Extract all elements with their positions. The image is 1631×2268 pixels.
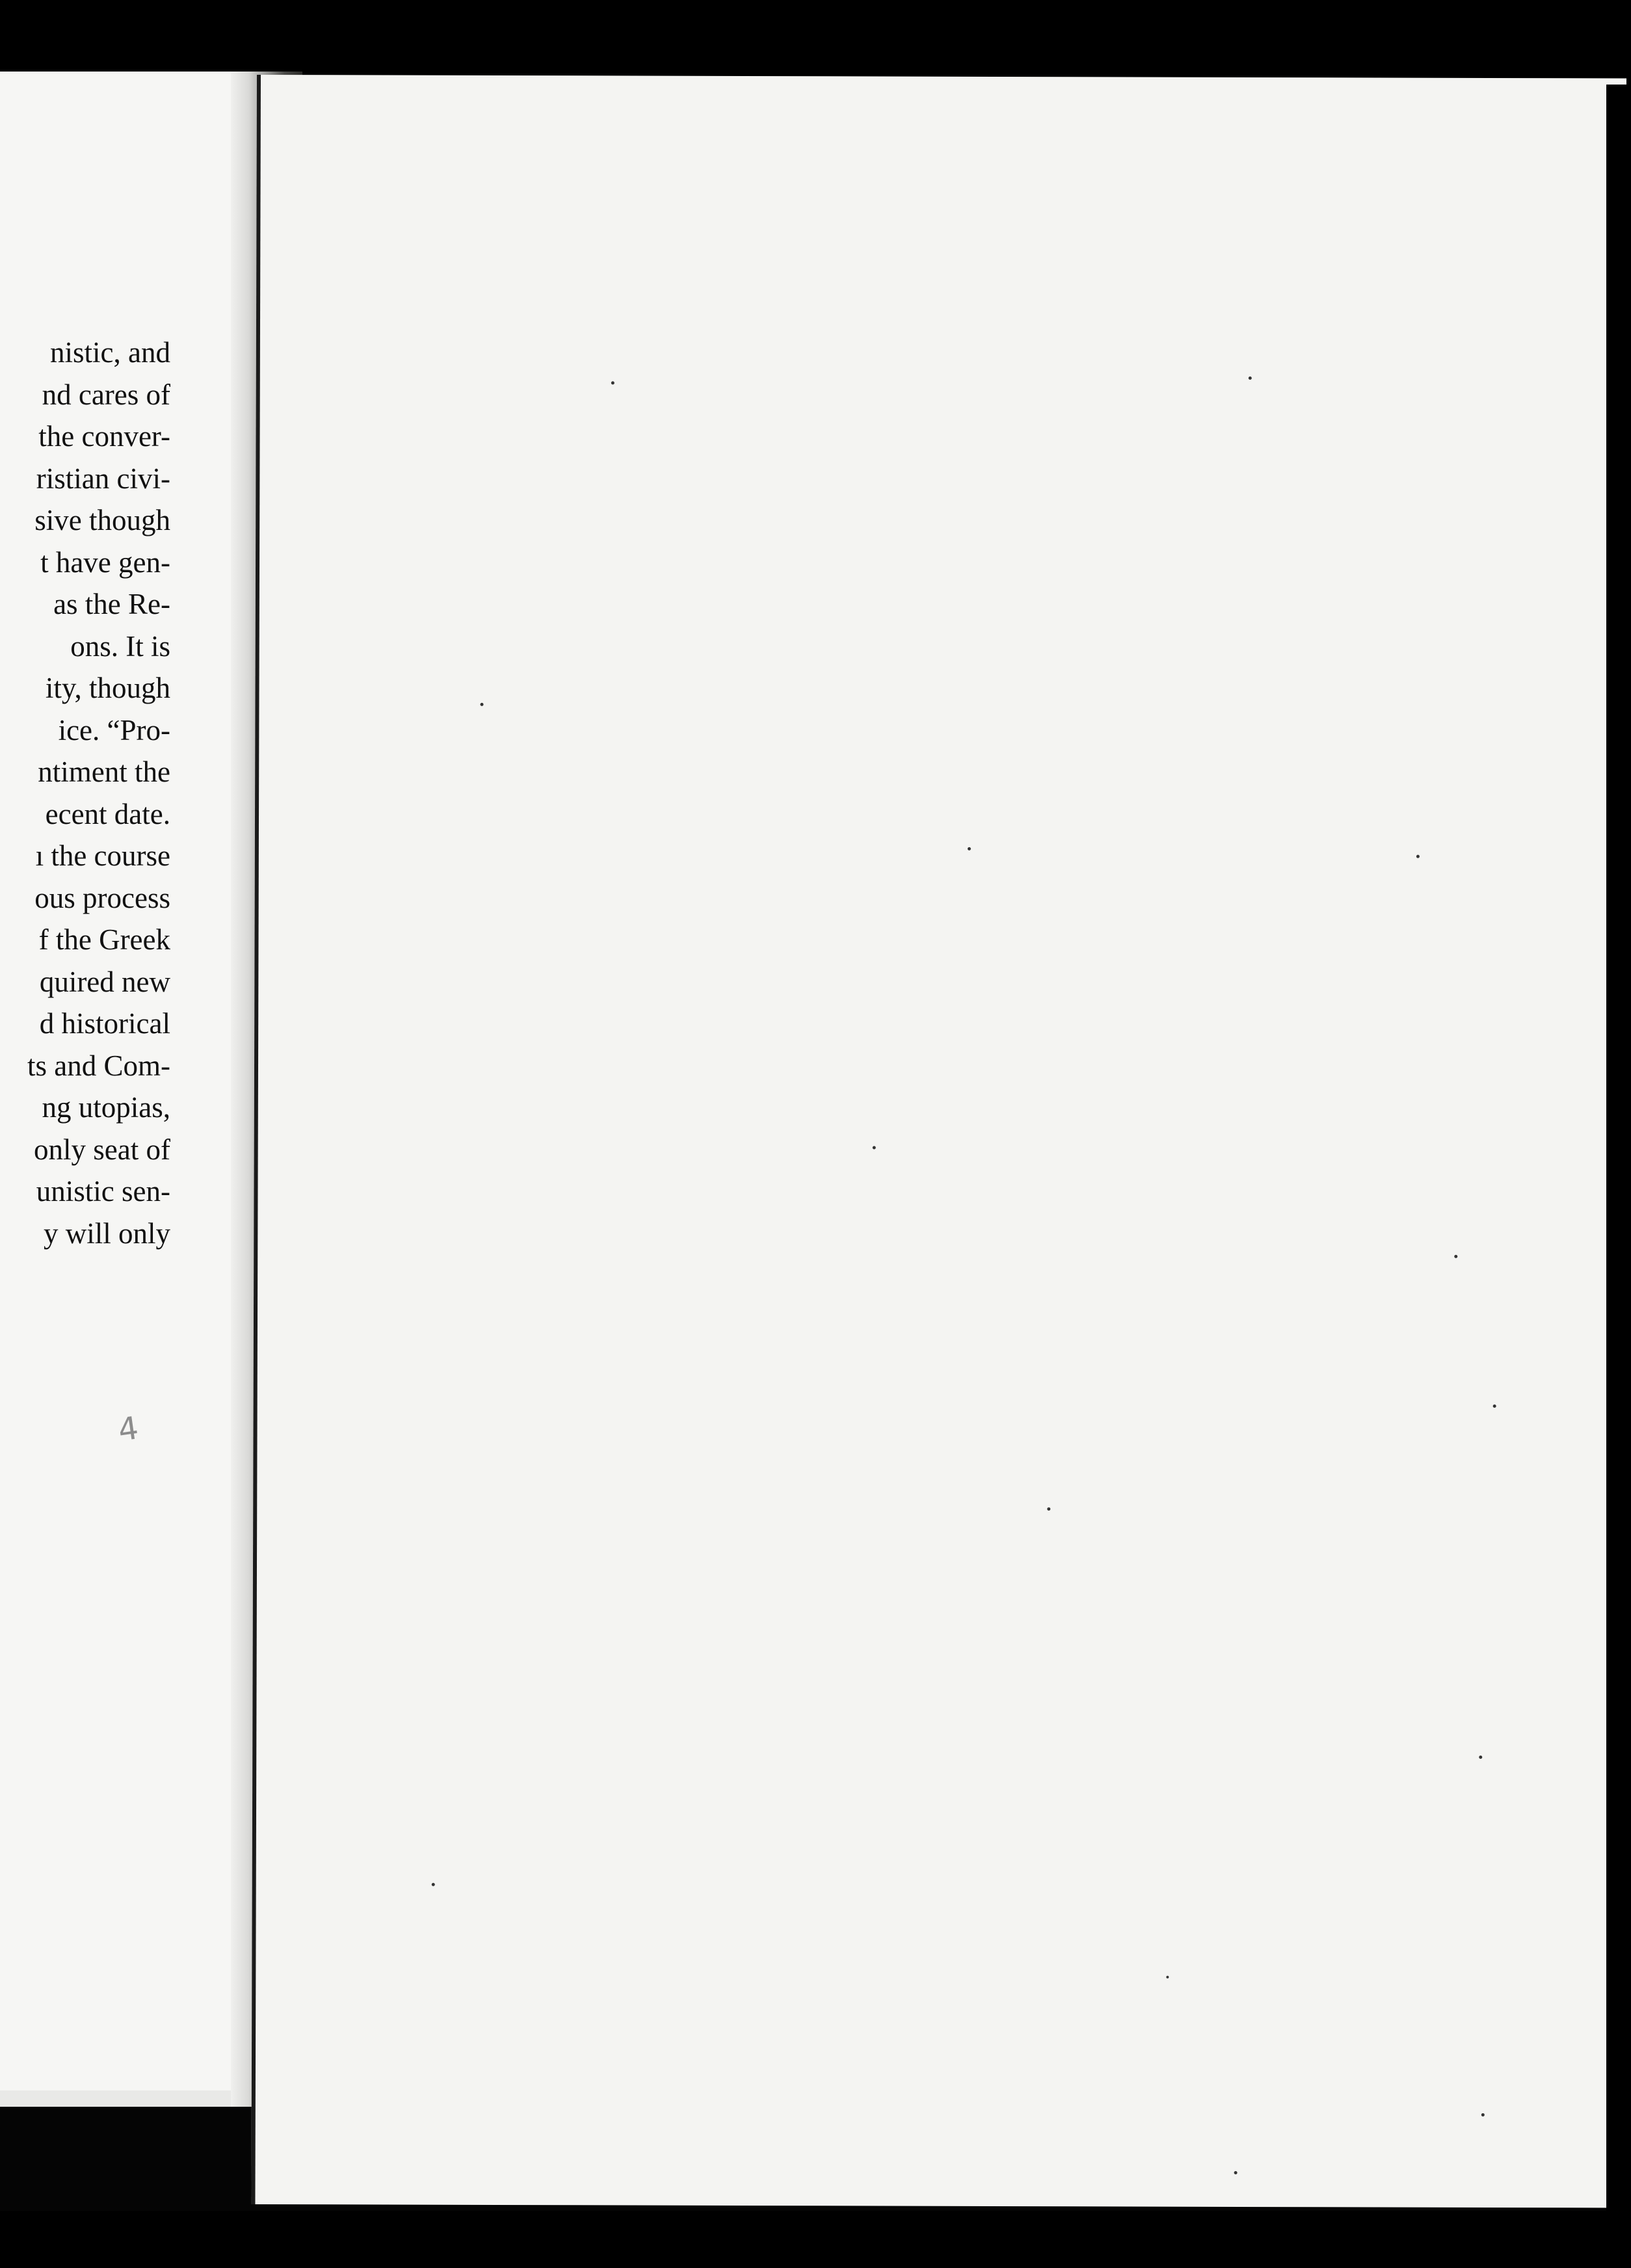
text-line: ous process	[34, 881, 170, 914]
page-speck	[611, 381, 615, 384]
text-line: ice. “Pro-	[58, 713, 170, 746]
bottom-scan-border	[0, 2211, 1631, 2268]
page-speck	[1166, 1976, 1169, 1979]
text-line: quired new	[39, 965, 170, 998]
text-line: nistic, and	[50, 336, 170, 369]
page-speck	[968, 847, 971, 850]
page-speck	[1481, 2113, 1485, 2116]
handwritten-margin-mark: 4	[116, 1410, 141, 1449]
text-line: ts and Com-	[27, 1049, 170, 1082]
text-line: f the Greek	[38, 923, 170, 956]
text-line: sive though	[34, 504, 170, 536]
page-speck	[1493, 1404, 1496, 1408]
text-line: ng utopias,	[42, 1091, 170, 1124]
text-line: ons. It is	[70, 629, 170, 663]
right-scan-border	[1606, 85, 1631, 2217]
text-line: unistic sen-	[36, 1175, 170, 1207]
text-line: ristian civi-	[36, 462, 170, 495]
page-speck	[873, 1146, 876, 1149]
page-speck	[480, 703, 483, 706]
text-line: as the Re-	[53, 588, 170, 620]
text-line: ı the course	[35, 839, 170, 872]
page-speck	[1416, 855, 1420, 858]
text-line: y will only	[43, 1217, 170, 1250]
left-page-text-block	[0, 332, 170, 1254]
page-speck	[1454, 1255, 1457, 1258]
text-line: d historical	[39, 1007, 170, 1040]
text-line: t have gen-	[40, 546, 170, 579]
right-blank-page	[251, 75, 1626, 2208]
page-speck	[1249, 376, 1252, 380]
text-line: ecent date.	[45, 797, 170, 830]
text-line: ity, though	[45, 672, 170, 704]
page-speck	[432, 1883, 435, 1886]
text-line: only seat of	[34, 1133, 170, 1166]
page-speck	[1479, 1756, 1482, 1759]
text-line: nd cares of	[42, 378, 170, 411]
page-speck	[1234, 2171, 1238, 2174]
text-line: the conver-	[38, 420, 170, 453]
page-speck	[1047, 1507, 1050, 1510]
text-line: ntiment the	[38, 756, 170, 788]
